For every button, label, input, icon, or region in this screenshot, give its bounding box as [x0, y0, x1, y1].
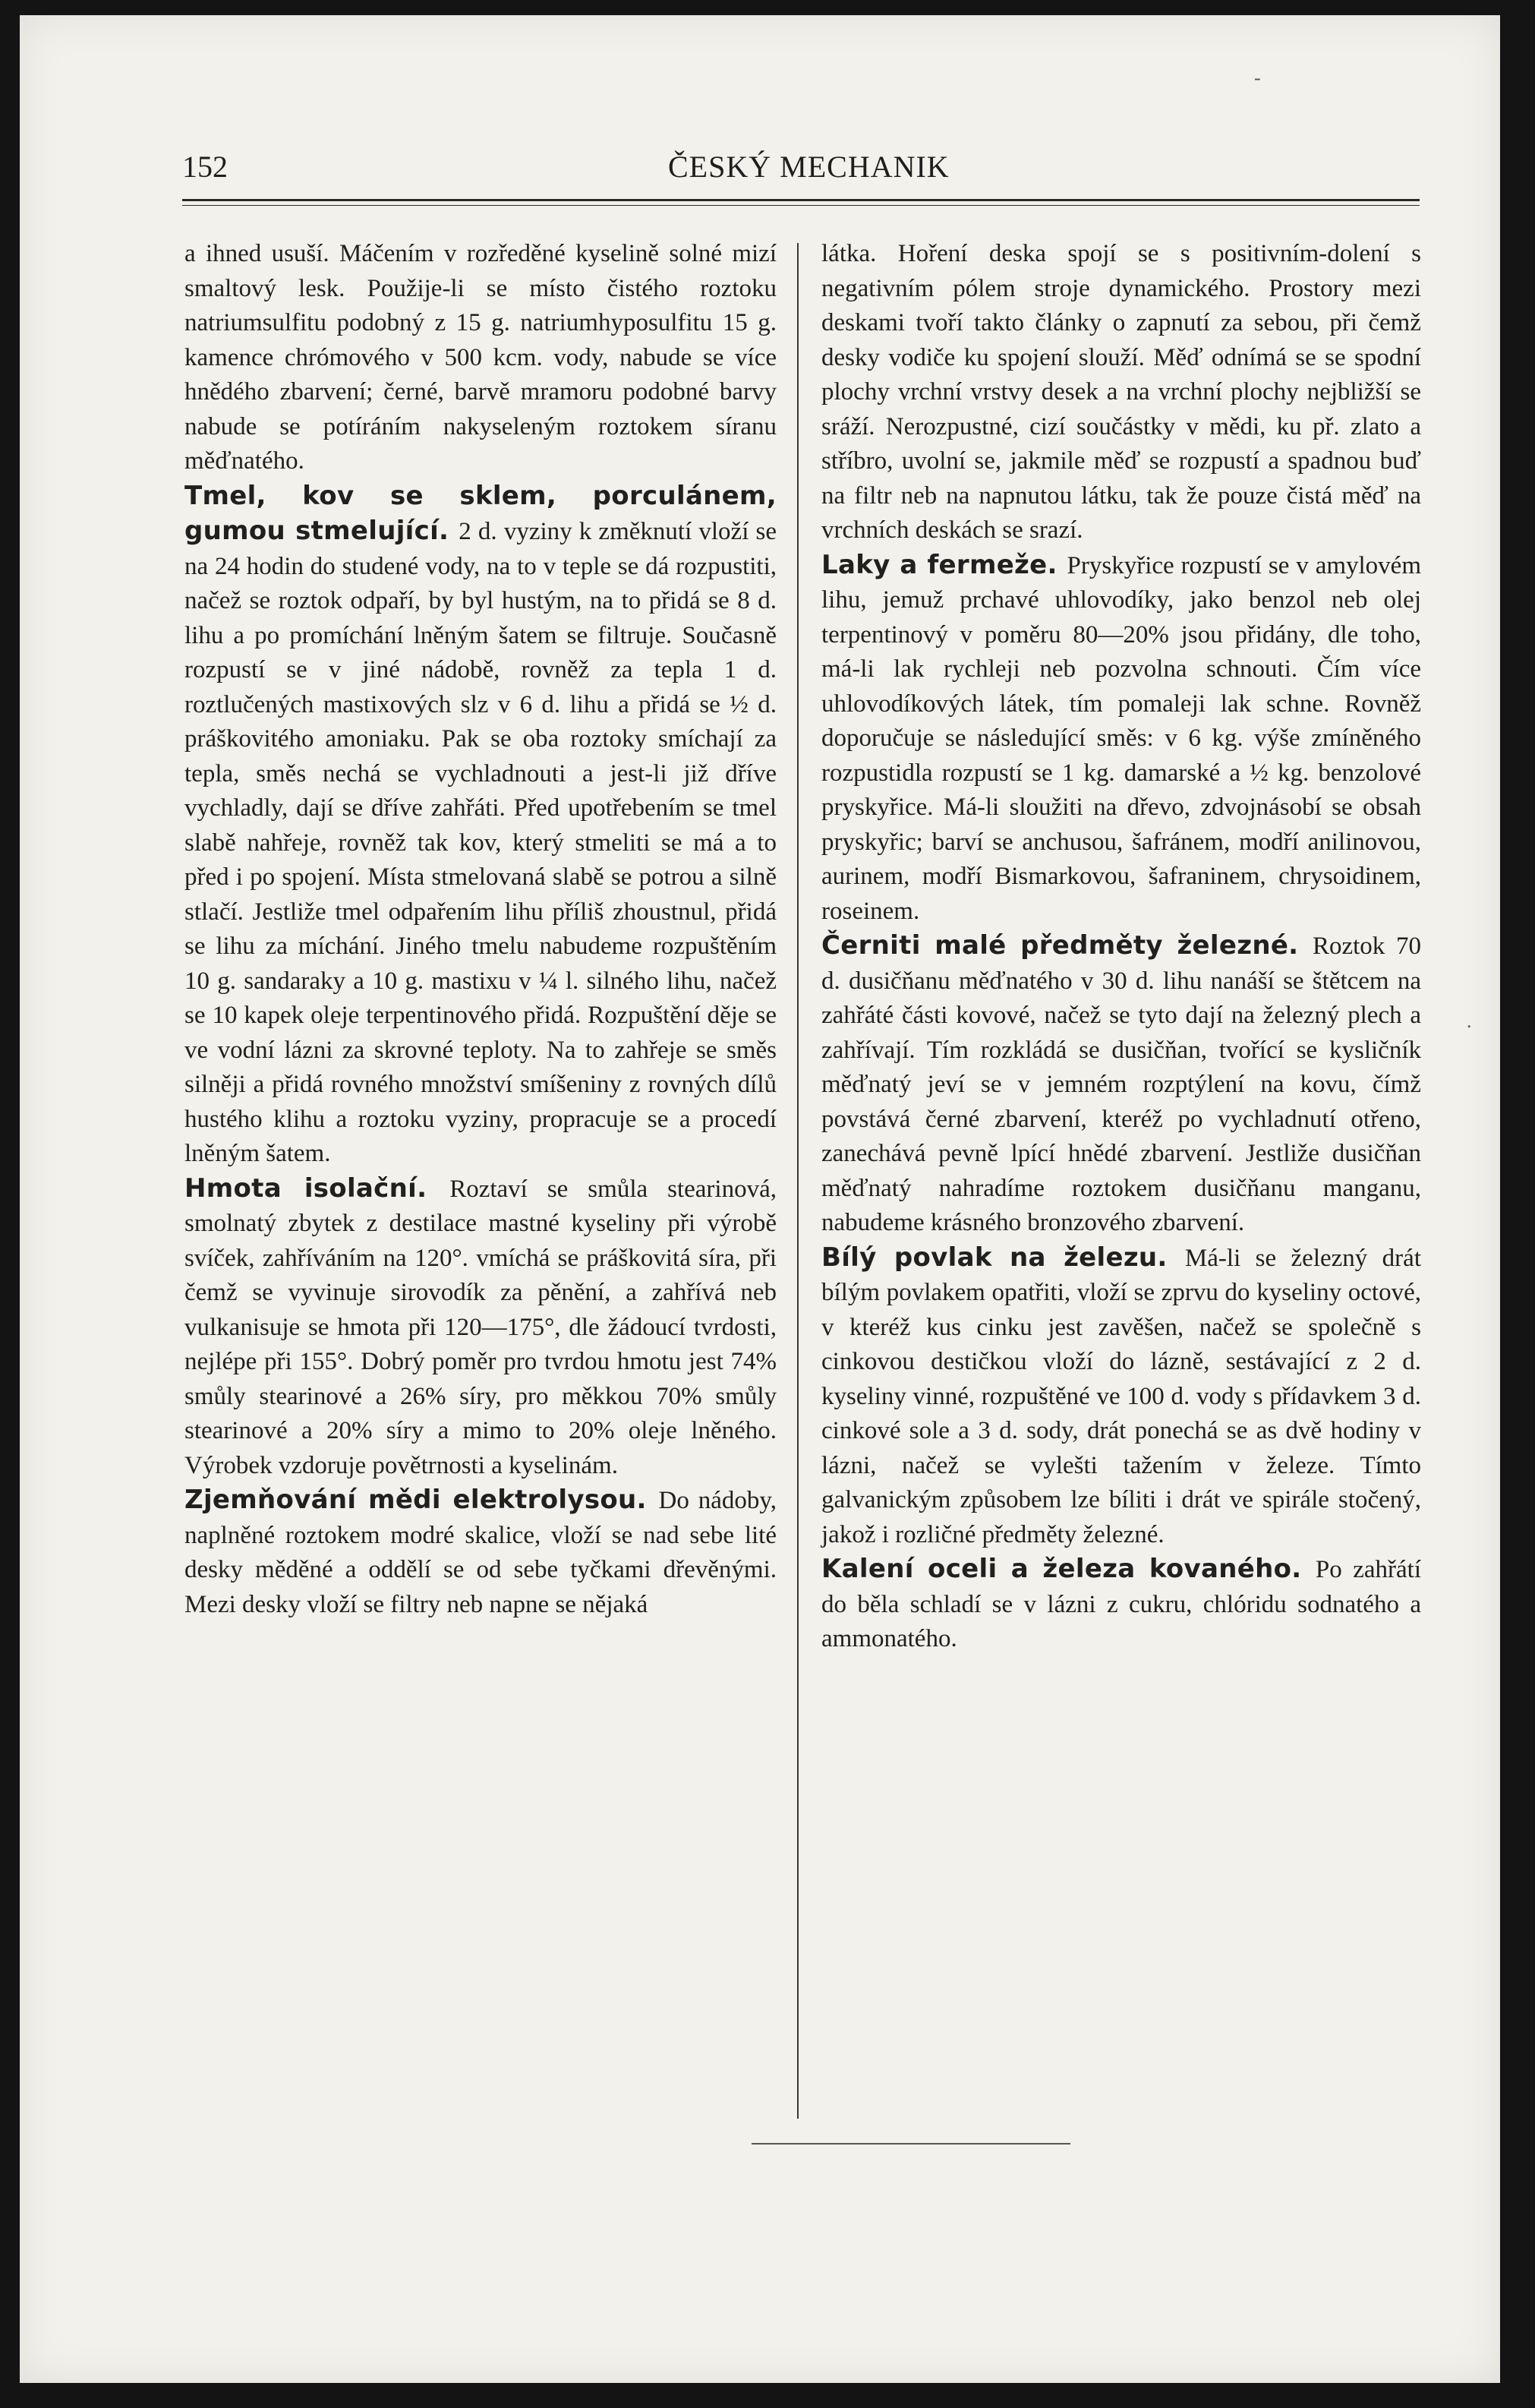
margin-mark: . — [1467, 1010, 1472, 1032]
section-heading: Černiti malé předměty železné. — [821, 930, 1313, 961]
header-rule — [182, 199, 1420, 201]
right-column — [821, 237, 1421, 1657]
paragraph — [184, 479, 777, 1172]
paragraph — [184, 1483, 777, 1622]
paragraph — [821, 1241, 1421, 1553]
section-heading: Hmota isolační. — [184, 1172, 450, 1204]
paragraph-text: 2 d. vyziny k změknutí vloží se na 24 hodin do studené vody, na to v teple se dá rozpustiti, načež se roztok odpaří, by byl hustým, na to přidá se 8 d. lihu a po promíchání lněným šatem se filtruje. Současně rozpustí se v jiné nádobě, rovněž za tepla 1 d. roztlučených mastixových slz v 6 d. lihu a přidá se ½ d. práškovitého amoniaku. Pak se oba roztoky smíchají za tepla, směs nechá se vychladnouti a jest-li již dříve vychladly, dají se dříve zahřáti. Před upotřebením se tmel slabě nahřeje, rovněž tak kov, který stmeliti se má a to před i po spojení. Místa stmelovaná slabě se potrou a silně stlačí. Jestliže tmel odpařením lihu příliš zhoustnul, přidá se lihu za míchání. Jiného tmelu nabudeme rozpuštěním 10 g. sandaraky a 10 g. mastixu v ¼ l. silného lihu, načež se 10 kapek oleje terpentinového přidá. Rozpuštění děje se ve vodní lázni za skrovné teploty. Na to zahřeje se směs silněji a přidá rovného množství smíšeniny z rovných dílů hustého klihu a roztoku vyziny, propracuje se a procedí lněným šatem. — [184, 518, 777, 1167]
header-rule-thin — [182, 205, 1420, 206]
paragraph-text: Do nádoby, naplněné roztokem modré skalice, vloží se nad sebe lité desky měděné a oddělí se od sebe tyčkami dřevěnými. Mezi desky vloží se filtry neb napne se nějaká — [184, 1487, 777, 1618]
paragraph — [184, 237, 777, 479]
section-heading: Zjemňování mědi elektrolysou. — [184, 1485, 659, 1515]
footer-rule — [752, 2143, 1070, 2144]
margin-mark: - — [1254, 67, 1261, 89]
page-number: 152 — [182, 150, 228, 184]
section-heading: Bílý povlak na železu. — [821, 1242, 1185, 1273]
paragraph — [821, 548, 1421, 929]
paragraph-text: látka. Hoření deska spojí se s positivním-dolení s negativním pólem stroje dynamického. Prostory mezi deskami tvoří takto články o zapnutí za sebou, při čemž desky vodiče ku spojení slouží. Měď odnímá se se spodní plochy vrchní vrstvy desek a na vrchní plochy nejbližší se sráží. Nerozpustné, cizí součástky v mědi, ku př. zlato a stříbro, uvolní se, jakmile měď se rozpustí a spadnou buď na filtr neb na napnutou látku, tak že pouze čistá měď na vrchních deskách se srazí. — [821, 240, 1421, 544]
paragraph-text: Pryskyřice rozpustí se v amylovém lihu, jemuž prchavé uhlovodíky, jako benzol neb olej terpentinový v poměru 80—20% jsou přidány, dle toho, má-li lak rychleji neb pozvolna schnouti. Čím více uhlovodíkových látek, tím pomaleji lak schne. Rovněž doporučuje se následující směs: v 6 kg. výše zmíněného rozpustidla rozpustí se 1 kg. damarské a ½ kg. benzolové pryskyřice. Má-li sloužiti na dřevo, zdvojnásobí se obsah pryskyřic; barví se anchusou, šafránem, modří anilinovou, aurinem, modří Bismarkovou, šafraninem, chrysoidinem, roseinem. — [821, 551, 1421, 925]
left-column — [184, 237, 777, 1622]
section-heading: Tmel, kov se sklem, porculánem, gumou stmelující. — [184, 480, 777, 546]
paragraph-text: Má-li se železný drát bílým povlakem opatřiti, vloží se zprvu do kyseliny octové, v kteréž kus cinku jest zavěšen, načež se společně s cinkovou destičkou vloží do lázně, sestávající z 2 d. kyseliny vinné, rozpuštěné ve 100 d. vody s přídavkem 3 d. cinkové sole a 3 d. sody, drát ponechá se as dvě hodiny v lázni, načež se vylešti tažením v železe. Tímto galvanickým způsobem lze bíliti i drát ve spirále stočený, jakož i rozličné předměty železné. — [821, 1244, 1421, 1548]
paragraph — [821, 237, 1421, 548]
paragraph-text: Roztok 70 d. dusičňanu měďnatého v 30 d. lihu nanáší se štětcem na zahřáté části kovové, načež se tyto dají na železný plech a zahřívají. Tím rozkládá se dusičňan, tvořící se kysličník měďnatý jeví se v jemném rozptýlení na kovu, čímž povstává černé zbarvení, kteréž po vychladnutí otřeno, zanechává pevně lpící hnědé zbarvení. Jestliže dusičňan měďnatý nahradíme roztokem dusičňanu manganu, nabudeme krásného bronzového zbarvení. — [821, 933, 1422, 1236]
running-title: ČESKÝ MECHANIK — [668, 150, 950, 184]
paragraph-text: Po zahřátí do běla schladí se v lázni z cukru, chlóridu sodnatého a ammonatého. — [821, 1556, 1421, 1652]
paragraph — [184, 1172, 777, 1484]
paragraph-text: Roztaví se smůla stearinová, smolnatý zbytek z destilace mastné kyseliny při výrobě svíček, zahříváním na 120°. vmíchá se práškovitá síra, při čemž se vyvinuje sirovodík za pěnění, a zahřívá neb vulkanisuje se hmota při 120—175°, dle žádoucí tvrdosti, nejlépe při 155°. Dobrý poměr pro tvrdou hmotu jest 74% smůly stearinové a 26% síry, pro měkkou 70% smůly stearinové a 20% síry a mimo to 20% oleje lněného. Výrobek vzdoruje povětrnosti a kyselinám. — [184, 1175, 777, 1479]
section-heading: Kalení oceli a železa kovaného. — [821, 1554, 1316, 1584]
page-header — [182, 149, 1412, 202]
paragraph — [821, 929, 1421, 1241]
column-divider — [797, 243, 799, 2119]
section-heading: Laky a fermeže. — [821, 549, 1067, 580]
paragraph — [821, 1552, 1421, 1657]
paragraph-text: a ihned usuší. Máčením v rozředěné kyselině solné mizí smaltový lesk. Použije-li se místo čistého roztoku natriumsulfitu podobný z 15 g. natriumhyposulfitu 15 g. kamence chrómového v 500 kcm. vody, nabude se více hnědého zbarvení; černé, barvě mramoru podobné barvy nabude se potíráním nakyseleným roztokem síranu měďnatého. — [184, 240, 777, 475]
